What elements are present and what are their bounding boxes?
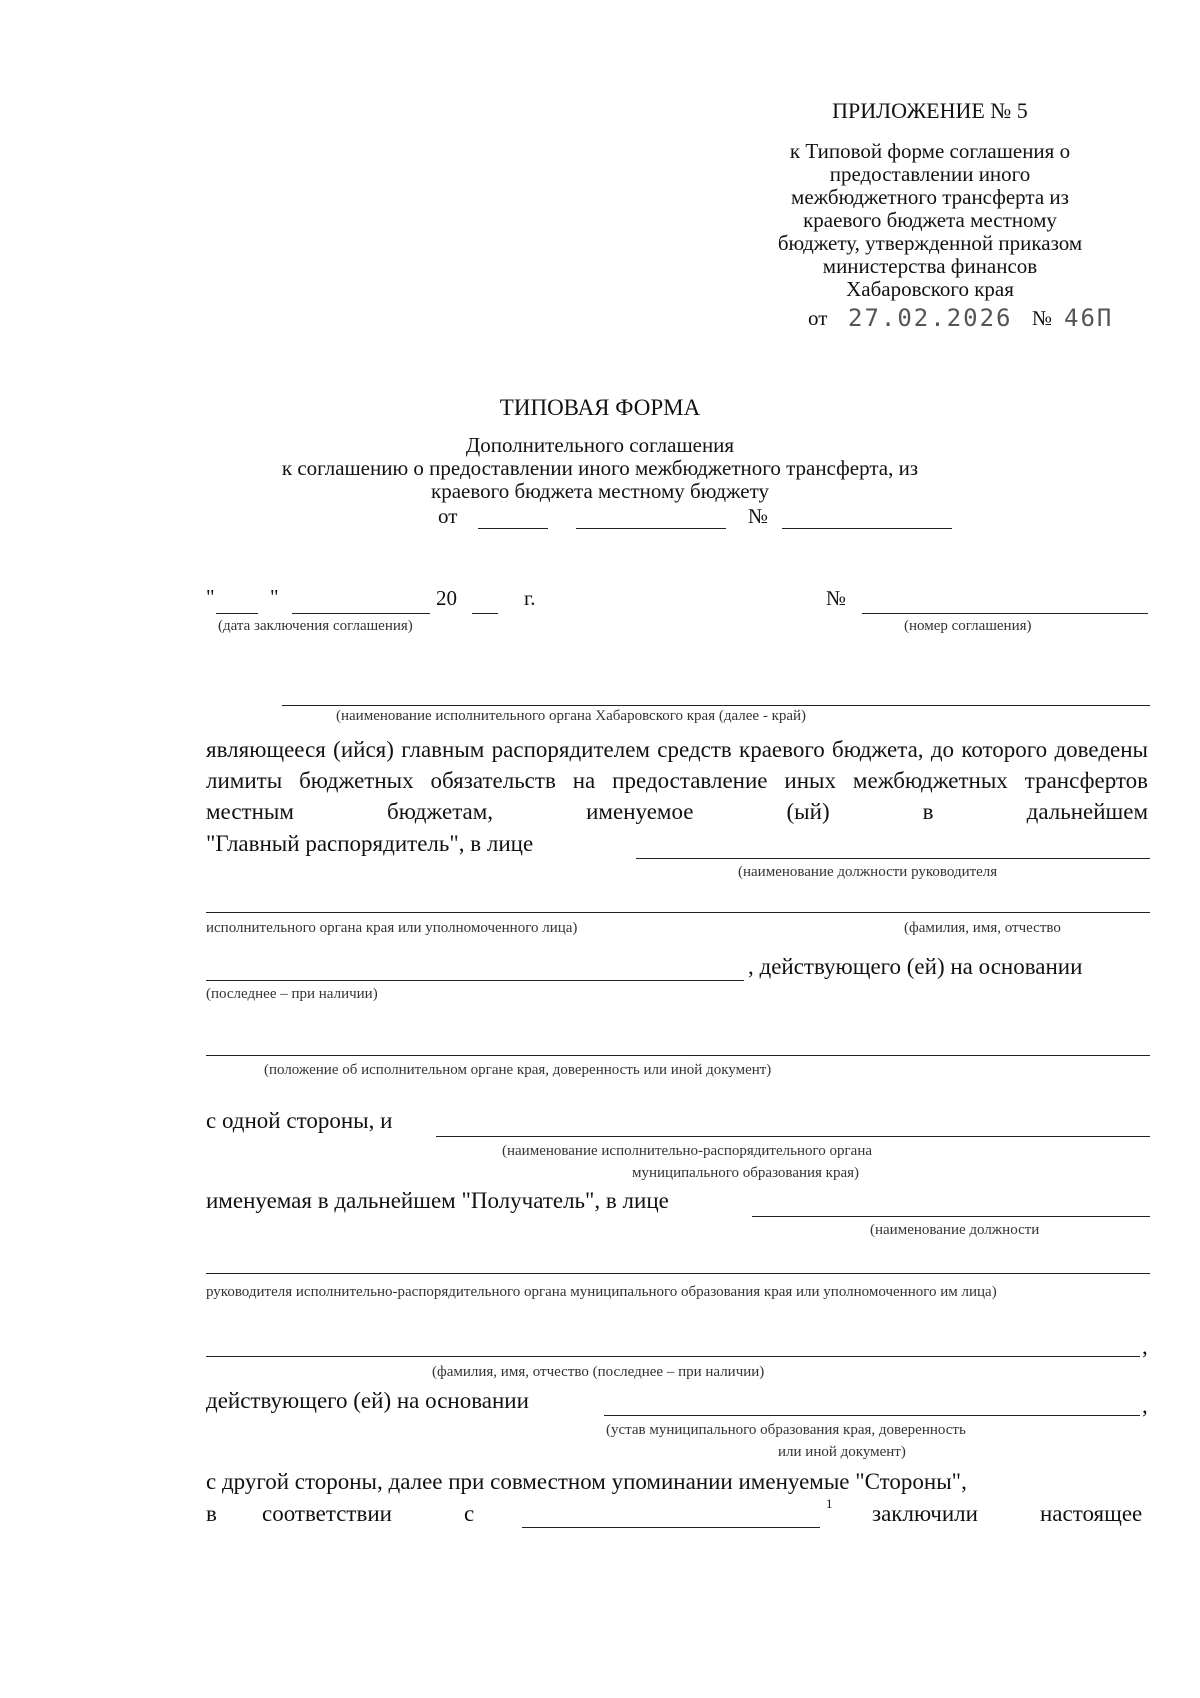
form-subtitle-line: к соглашению о предоставлении иного межбюджетного трансферта, из [281,456,919,480]
form-from-label: от [438,504,458,528]
municipal-organ-caption: (наименование исполнительно-распорядительного органа [502,1143,872,1159]
agreement-number-blank [862,613,1148,614]
last-line-word: с [464,1501,475,1526]
form-subtitle-line: краевого бюджета местному бюджету [431,479,769,503]
recipient-text: именуемая в дальнейшем "Получатель", в лице [206,1188,669,1213]
position2-blank [752,1216,1150,1217]
year-suffix: г. [524,586,536,610]
patronymic-caption: (последнее – при наличии) [206,986,378,1002]
position-blank [636,858,1150,859]
month-blank [292,613,430,614]
position2-caption: (наименование должности [870,1222,1040,1238]
organ-name-blank [282,705,1150,706]
annex-number-handwritten: 46П [1064,304,1114,332]
municipal-organ-blank [436,1136,1150,1137]
fio-caption: (фамилия, имя, отчество [904,920,1061,936]
fio2-caption: (фамилия, имя, отчество (последнее – при наличии) [432,1364,765,1380]
last-line-word: в [206,1501,217,1526]
basis-law-blank [522,1527,820,1528]
date-quote-close: " [270,585,279,609]
annex-line: Хабаровского края [846,277,1014,301]
annex-line: к Типовой форме соглашения о [789,139,1071,163]
annex-line: межбюджетного трансферта из [791,185,1069,209]
paragraph-main-distributor: являющееся (ийся) главным распорядителем средств краевого бюджета, до которого доведены лимиты бюджетных обязательств на предоставление иных межбюджетных трансфертов местным бюджетам, именуемое (ый) в дальнейшем [206,737,1148,824]
number-caption: (номер соглашения) [904,618,1032,634]
form-title: ТИПОВАЯ ФОРМА [499,395,701,420]
head-blank [206,1273,1150,1274]
main-distributor-text: "Главный распорядитель", в лице [206,831,534,856]
basis-document-blank [206,1055,1150,1056]
date-quote-open: " [206,585,215,609]
charter-comma: , [1142,1393,1148,1418]
annex-line: министерства финансов [822,254,1038,278]
charter-caption: (устав муниципального образования края, доверенность [606,1422,966,1438]
charter-caption: или иной документ) [778,1444,906,1460]
one-side-text: с одной стороны, и [206,1108,393,1133]
annex-date-prefix: от [808,306,828,330]
fio-blank [206,980,744,981]
annex-line: краевого бюджета местному [803,208,1057,232]
acting-on-basis-text: , действующего (ей) на основании [748,954,1083,979]
annex-title: ПРИЛОЖЕНИЕ № 5 [832,98,1028,123]
annex-date-handwritten: 27.02.2026 [848,304,1013,332]
footnote-mark: 1 [826,1496,833,1511]
municipal-organ-caption: муниципального образования края) [632,1165,860,1181]
day-blank [216,613,258,614]
other-side-text: с другой стороны, далее при совместном упоминании именуемые "Стороны", [206,1469,967,1494]
year-prefix: 20 [436,586,457,610]
form-month-blank [576,528,726,529]
fio2-comma: , [1142,1334,1148,1359]
date-caption: (дата заключения соглашения) [218,618,413,634]
annex-line: предоставлении иного [829,162,1031,186]
last-line-word: настоящее [1040,1501,1143,1526]
position-caption: (наименование должности руководителя [738,864,998,880]
acting-on-basis2-text: действующего (ей) на основании [206,1388,529,1413]
annex-number-prefix: № [1032,306,1053,330]
form-date-blank [478,528,548,529]
organ-person-caption: исполнительного органа края или уполномоченного лица) [206,920,578,936]
form-number-blank [782,528,952,529]
charter-blank [604,1415,1140,1416]
annex-line: бюджету, утвержденной приказом [777,231,1083,255]
organ-name-caption: (наименование исполнительного органа Хабаровского края (далее - край) [336,708,807,724]
year-blank [472,613,498,614]
form-subtitle-line: Дополнительного соглашения [465,433,735,457]
last-line-word: заключили [872,1501,978,1526]
head-caption: руководителя исполнительно-распорядительного органа муниципального образования края или уполномоченного им лица) [206,1284,997,1300]
fio2-blank [206,1356,1140,1357]
basis-document-caption: (положение об исполнительном органе края, доверенность или иной документ) [264,1062,772,1078]
organ-person-blank [206,912,1150,913]
form-number-label: № [748,504,769,528]
agreement-number-label: № [826,586,847,610]
last-line-word: соответствии [262,1501,392,1526]
